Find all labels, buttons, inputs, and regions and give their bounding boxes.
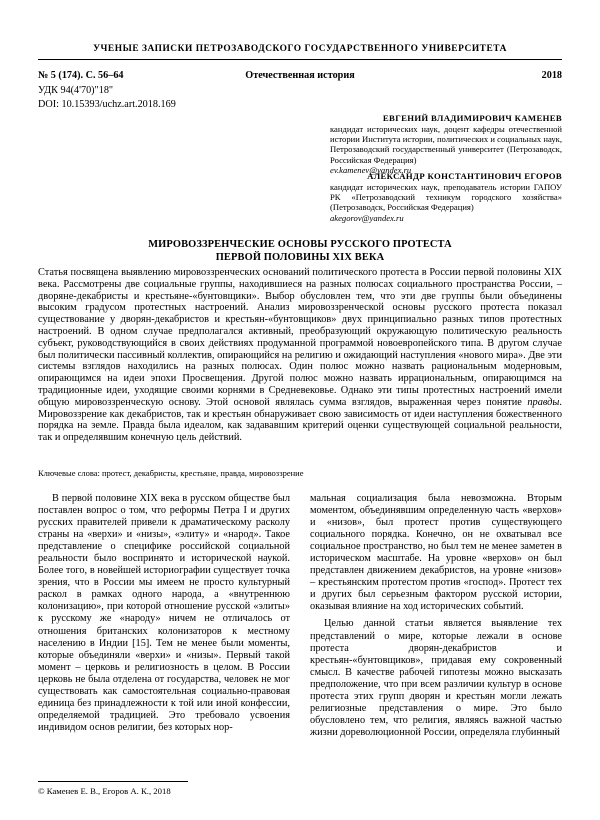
issue-year: 2018 [541, 70, 562, 81]
keywords: Ключевые слова: протест, декабристы, крестьяне, правда, мировоззрение [38, 468, 304, 478]
author-email-1[interactable]: ev.kamenev@yandex.ru [330, 164, 412, 175]
footnote-rule [38, 781, 188, 782]
doi: DOI: 10.15393/uchz.art.2018.169 [38, 99, 176, 110]
section-name: Отечественная история [245, 70, 355, 81]
abstract [38, 267, 562, 444]
abstract-text: Статья посвящена выявлению мировоззренческих оснований политического протеста в России первой половины XIX века. Рассмотрены две социальные группы, находившиеся на разных полюсах социального пространства России, – дворяне-декабристы и крестьяне-«бунтовщики». Выбор обусловлен тем, что эти две группы были объединены высоким градусом протестных настроений. Анализ мировоззренческой основы русского протеста показал существование у дворян-декабристов и крестьян-«бунтовщиков» двух принципиально разных типов протестных настроений. В одном случае предполагался активный, преобразующий окружающую политическую реальность субъект, руководствующийся в своих действиях продуманной программой новоевропейского типа. В другом случае был политически пассивный коллектив, опирающийся на религию и ожидающий наступления «нового мира». Две эти системы взглядов находились на разных полюсах. Один полюс можно назвать рациональным модерновым, опирающимся на идеи эпохи Просвещения. Другой полюс можно назвать иррациональным, опирающимся на традиционные идеи, уходящие своими корнями в Средневековье. Однако эти типы протестных настроений имели общую мировоззренческую основу. Этой основой являлась сумма взглядов, выраженная через понятие [38, 267, 562, 408]
issue-info: № 5 (174). С. 56–64 [38, 70, 124, 81]
affiliation-text: кандидат исторических наук, доцент кафедры отечественной истории Института истории, политических и социальных наук, Петрозаводский государственный университет (Петрозаводск, Российская Федерация) [330, 124, 562, 165]
author-name-2: АЛЕКСАНДР КОНСТАНТИНОВИЧ ЕГОРОВ [367, 171, 562, 181]
body-right-column [310, 493, 562, 739]
affiliation-text: кандидат исторических наук, преподаватель истории ГАПОУ РК «Петрозаводский техникум городского хозяйства» (Петрозаводск, Российская Федерация) [330, 182, 562, 213]
copyright: © Каменев Е. В., Егоров А. К., 2018 [38, 786, 171, 796]
paragraph: мальная социализация была невозможна. Вторым моментом, объединявшим определенную часть «верхов» и «низов», был протест против существующего социального порядка. Конечно, он не охватывал все социальное пространство, но был тем не менее заметен в историческом масштабе. На уровне «верхов» он был представлен движением декабристов, на уровне «низов» – крестьянским протестом против «господ». Протест тех и других был серьезным фактором русской истории, оказывая влияние на ход исторических событий. [310, 493, 562, 613]
header-rule [38, 59, 562, 60]
author-affiliation-1 [330, 124, 562, 175]
journal-title: УЧЕНЫЕ ЗАПИСКИ ПЕТРОЗАВОДСКОГО ГОСУДАРСТВЕННОГО УНИВЕРСИТЕТА [93, 44, 507, 54]
article-title [0, 238, 600, 264]
abstract-emphasis: правды [527, 396, 560, 408]
body-left-column [38, 493, 290, 734]
paragraph: В первой половине XIX века в русском обществе был поставлен вопрос о том, что реформы Петра I и других русских правителей привели к драматическому расколу страны на «верхи» и «низы», «элиту» и «народ». Такое представление о специфике российской социальной реальности было воспринято и исторической наукой. Более того, в новейшей историографии существует точка зрения, что в России мы имеем не просто культурный раскол в рамках одного народа, а «внутреннюю колонизацию», при которой отношение русской «элиты» к русскому же «народу» ничем не отличалось от отношения британских колонизаторов к местному населению в Индии [15]. Тем не менее были моменты, которые объединяли «верхи» и «низы». Первый такой момент – церковь и религиозность в целом. В России церковь не была отделена от государства, человек не мог существовать как самостоятельная социально-правовая единица без принадлежности к той или иной конфессии, определяемой традицией. Это требовало усвоения индивидом основ религии, без которых нор- [38, 493, 290, 733]
udk-code: УДК 94(4'70)"18" [38, 85, 114, 96]
abstract-text-end: . Мировоззрение как декабристов, так и крестьян обнаруживает свою зависимость от идеи наступления божественного порядка на земле. Правда была идеалом, как задававшим критерий оценки существующей социальной реальности, так и определявшим конечную цель действий. [38, 396, 562, 444]
author-affiliation-2 [330, 182, 562, 223]
paragraph: Целью данной статьи является выявление тех представлений о мире, которые лежали в основе протеста дворян-декабристов и крестьян-«бунтовщиков», придавая ему сокровенный смысл. В качестве рабочей гипотезы можно высказать предположение, что при всем различии культур в основе протеста этих групп дворян и крестьян могли лежать религиозные представления о мире. Это было обусловлено тем, что религия, являясь важной частью жизни дореволюционной России, определяла глубинный [310, 618, 562, 738]
author-name-1: ЕВГЕНИЙ ВЛАДИМИРОВИЧ КАМЕНЕВ [382, 113, 562, 123]
author-email-2[interactable]: akegorov@yandex.ru [330, 212, 404, 223]
article-title-line-1: МИРОВОЗЗРЕНЧЕСКИЕ ОСНОВЫ РУССКОГО ПРОТЕСТА [148, 239, 452, 250]
article-title-line-2: ПЕРВОЙ ПОЛОВИНЫ XIX ВЕКА [215, 252, 385, 263]
